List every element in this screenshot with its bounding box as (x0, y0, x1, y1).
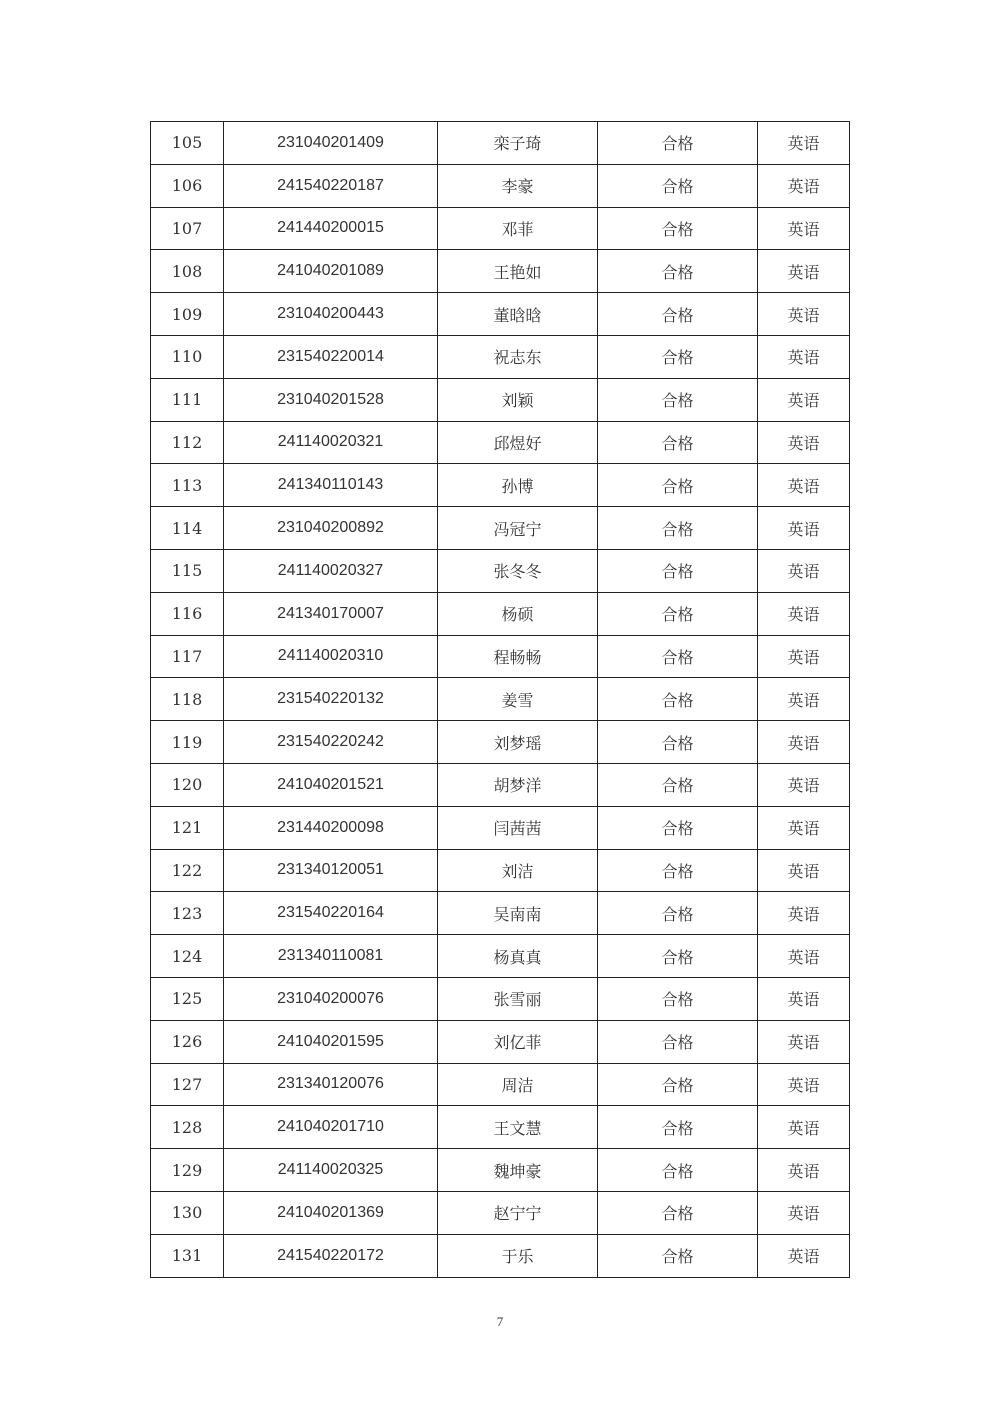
result-cell: 合格 (598, 335, 758, 378)
candidate-name-cell: 刘颖 (438, 378, 598, 421)
table-row (151, 335, 850, 378)
table-row (151, 1106, 850, 1149)
candidate-name-cell: 姜雪 (438, 678, 598, 721)
candidate-id-cell: 241140020327 (224, 549, 438, 592)
row-number-cell: 122 (151, 849, 224, 892)
subject-cell: 英语 (758, 335, 850, 378)
row-number-cell: 110 (151, 335, 224, 378)
row-number-cell: 121 (151, 806, 224, 849)
subject-cell: 英语 (758, 549, 850, 592)
table-row (151, 849, 850, 892)
table-row (151, 250, 850, 293)
result-cell: 合格 (598, 977, 758, 1020)
table-row (151, 892, 850, 935)
table-row (151, 935, 850, 978)
candidate-name-cell: 周洁 (438, 1063, 598, 1106)
candidate-name-cell: 祝志东 (438, 335, 598, 378)
result-cell: 合格 (598, 250, 758, 293)
results-table-body (151, 122, 850, 1278)
candidate-id-cell: 231340110081 (224, 935, 438, 978)
table-row (151, 122, 850, 165)
result-cell: 合格 (598, 806, 758, 849)
result-cell: 合格 (598, 507, 758, 550)
row-number-cell: 111 (151, 378, 224, 421)
result-cell: 合格 (598, 678, 758, 721)
result-cell: 合格 (598, 293, 758, 336)
result-cell: 合格 (598, 1234, 758, 1277)
result-cell: 合格 (598, 592, 758, 635)
result-cell: 合格 (598, 1149, 758, 1192)
candidate-name-cell: 吴南南 (438, 892, 598, 935)
candidate-id-cell: 241540220172 (224, 1234, 438, 1277)
table-row (151, 549, 850, 592)
row-number-cell: 127 (151, 1063, 224, 1106)
subject-cell: 英语 (758, 464, 850, 507)
result-cell: 合格 (598, 207, 758, 250)
result-cell: 合格 (598, 635, 758, 678)
result-cell: 合格 (598, 935, 758, 978)
results-table (150, 121, 850, 1278)
candidate-id-cell: 231540220242 (224, 721, 438, 764)
candidate-name-cell: 张冬冬 (438, 549, 598, 592)
row-number-cell: 119 (151, 721, 224, 764)
candidate-id-cell: 231340120051 (224, 849, 438, 892)
candidate-name-cell: 魏坤豪 (438, 1149, 598, 1192)
candidate-name-cell: 闫茜茜 (438, 806, 598, 849)
candidate-name-cell: 刘梦瑶 (438, 721, 598, 764)
row-number-cell: 131 (151, 1234, 224, 1277)
candidate-name-cell: 程畅畅 (438, 635, 598, 678)
candidate-name-cell: 李豪 (438, 164, 598, 207)
subject-cell: 英语 (758, 421, 850, 464)
table-row (151, 378, 850, 421)
table-row (151, 678, 850, 721)
candidate-name-cell: 赵宁宁 (438, 1191, 598, 1234)
candidate-name-cell: 杨真真 (438, 935, 598, 978)
candidate-id-cell: 231040201409 (224, 122, 438, 165)
table-row (151, 421, 850, 464)
page-number: 7 (496, 1314, 504, 1329)
candidate-id-cell: 241040201521 (224, 763, 438, 806)
candidate-id-cell: 241040201595 (224, 1020, 438, 1063)
table-row (151, 293, 850, 336)
candidate-name-cell: 邓菲 (438, 207, 598, 250)
table-row (151, 806, 850, 849)
candidate-name-cell: 刘洁 (438, 849, 598, 892)
row-number-cell: 115 (151, 549, 224, 592)
row-number-cell: 126 (151, 1020, 224, 1063)
candidate-id-cell: 231040200076 (224, 977, 438, 1020)
candidate-id-cell: 241540220187 (224, 164, 438, 207)
row-number-cell: 125 (151, 977, 224, 1020)
row-number-cell: 124 (151, 935, 224, 978)
subject-cell: 英语 (758, 1234, 850, 1277)
candidate-name-cell: 栾子琦 (438, 122, 598, 165)
result-cell: 合格 (598, 1191, 758, 1234)
subject-cell: 英语 (758, 1020, 850, 1063)
row-number-cell: 108 (151, 250, 224, 293)
result-cell: 合格 (598, 378, 758, 421)
table-row (151, 1063, 850, 1106)
row-number-cell: 120 (151, 763, 224, 806)
result-cell: 合格 (598, 1106, 758, 1149)
candidate-name-cell: 杨硕 (438, 592, 598, 635)
table-row (151, 721, 850, 764)
candidate-id-cell: 231040200443 (224, 293, 438, 336)
row-number-cell: 116 (151, 592, 224, 635)
candidate-name-cell: 冯冠宁 (438, 507, 598, 550)
result-cell: 合格 (598, 1063, 758, 1106)
subject-cell: 英语 (758, 250, 850, 293)
result-cell: 合格 (598, 763, 758, 806)
row-number-cell: 118 (151, 678, 224, 721)
candidate-name-cell: 王文慧 (438, 1106, 598, 1149)
candidate-id-cell: 241040201710 (224, 1106, 438, 1149)
table-row (151, 507, 850, 550)
candidate-name-cell: 王艳如 (438, 250, 598, 293)
result-cell: 合格 (598, 1020, 758, 1063)
subject-cell: 英语 (758, 635, 850, 678)
row-number-cell: 106 (151, 164, 224, 207)
subject-cell: 英语 (758, 806, 850, 849)
candidate-name-cell: 邱煜好 (438, 421, 598, 464)
subject-cell: 英语 (758, 678, 850, 721)
result-cell: 合格 (598, 549, 758, 592)
candidate-id-cell: 231040201528 (224, 378, 438, 421)
subject-cell: 英语 (758, 1106, 850, 1149)
row-number-cell: 107 (151, 207, 224, 250)
subject-cell: 英语 (758, 763, 850, 806)
candidate-name-cell: 孙博 (438, 464, 598, 507)
table-row (151, 1234, 850, 1277)
candidate-id-cell: 231540220164 (224, 892, 438, 935)
candidate-id-cell: 241040201369 (224, 1191, 438, 1234)
row-number-cell: 112 (151, 421, 224, 464)
table-row (151, 1149, 850, 1192)
subject-cell: 英语 (758, 1063, 850, 1106)
candidate-name-cell: 于乐 (438, 1234, 598, 1277)
table-row (151, 635, 850, 678)
subject-cell: 英语 (758, 1191, 850, 1234)
subject-cell: 英语 (758, 935, 850, 978)
row-number-cell: 114 (151, 507, 224, 550)
table-row (151, 164, 850, 207)
row-number-cell: 128 (151, 1106, 224, 1149)
result-cell: 合格 (598, 849, 758, 892)
row-number-cell: 113 (151, 464, 224, 507)
table-row (151, 977, 850, 1020)
table-row (151, 1191, 850, 1234)
result-cell: 合格 (598, 122, 758, 165)
candidate-id-cell: 231540220132 (224, 678, 438, 721)
table-row (151, 592, 850, 635)
subject-cell: 英语 (758, 1149, 850, 1192)
candidate-id-cell: 241140020310 (224, 635, 438, 678)
candidate-id-cell: 241340170007 (224, 592, 438, 635)
subject-cell: 英语 (758, 207, 850, 250)
candidate-id-cell: 231340120076 (224, 1063, 438, 1106)
subject-cell: 英语 (758, 592, 850, 635)
candidate-id-cell: 241140020325 (224, 1149, 438, 1192)
result-cell: 合格 (598, 892, 758, 935)
result-cell: 合格 (598, 421, 758, 464)
result-cell: 合格 (598, 164, 758, 207)
row-number-cell: 109 (151, 293, 224, 336)
candidate-name-cell: 董晗晗 (438, 293, 598, 336)
row-number-cell: 129 (151, 1149, 224, 1192)
row-number-cell: 117 (151, 635, 224, 678)
row-number-cell: 130 (151, 1191, 224, 1234)
candidate-id-cell: 241140020321 (224, 421, 438, 464)
subject-cell: 英语 (758, 378, 850, 421)
subject-cell: 英语 (758, 122, 850, 165)
result-cell: 合格 (598, 464, 758, 507)
subject-cell: 英语 (758, 293, 850, 336)
table-row (151, 464, 850, 507)
subject-cell: 英语 (758, 721, 850, 764)
candidate-id-cell: 231440200098 (224, 806, 438, 849)
result-cell: 合格 (598, 721, 758, 764)
candidate-id-cell: 241040201089 (224, 250, 438, 293)
candidate-id-cell: 241440200015 (224, 207, 438, 250)
subject-cell: 英语 (758, 892, 850, 935)
candidate-id-cell: 241340110143 (224, 464, 438, 507)
candidate-name-cell: 张雪丽 (438, 977, 598, 1020)
row-number-cell: 105 (151, 122, 224, 165)
table-row (151, 763, 850, 806)
row-number-cell: 123 (151, 892, 224, 935)
candidate-id-cell: 231540220014 (224, 335, 438, 378)
candidate-name-cell: 胡梦洋 (438, 763, 598, 806)
candidate-id-cell: 231040200892 (224, 507, 438, 550)
table-row (151, 207, 850, 250)
table-row (151, 1020, 850, 1063)
subject-cell: 英语 (758, 849, 850, 892)
candidate-name-cell: 刘亿菲 (438, 1020, 598, 1063)
subject-cell: 英语 (758, 977, 850, 1020)
subject-cell: 英语 (758, 164, 850, 207)
subject-cell: 英语 (758, 507, 850, 550)
